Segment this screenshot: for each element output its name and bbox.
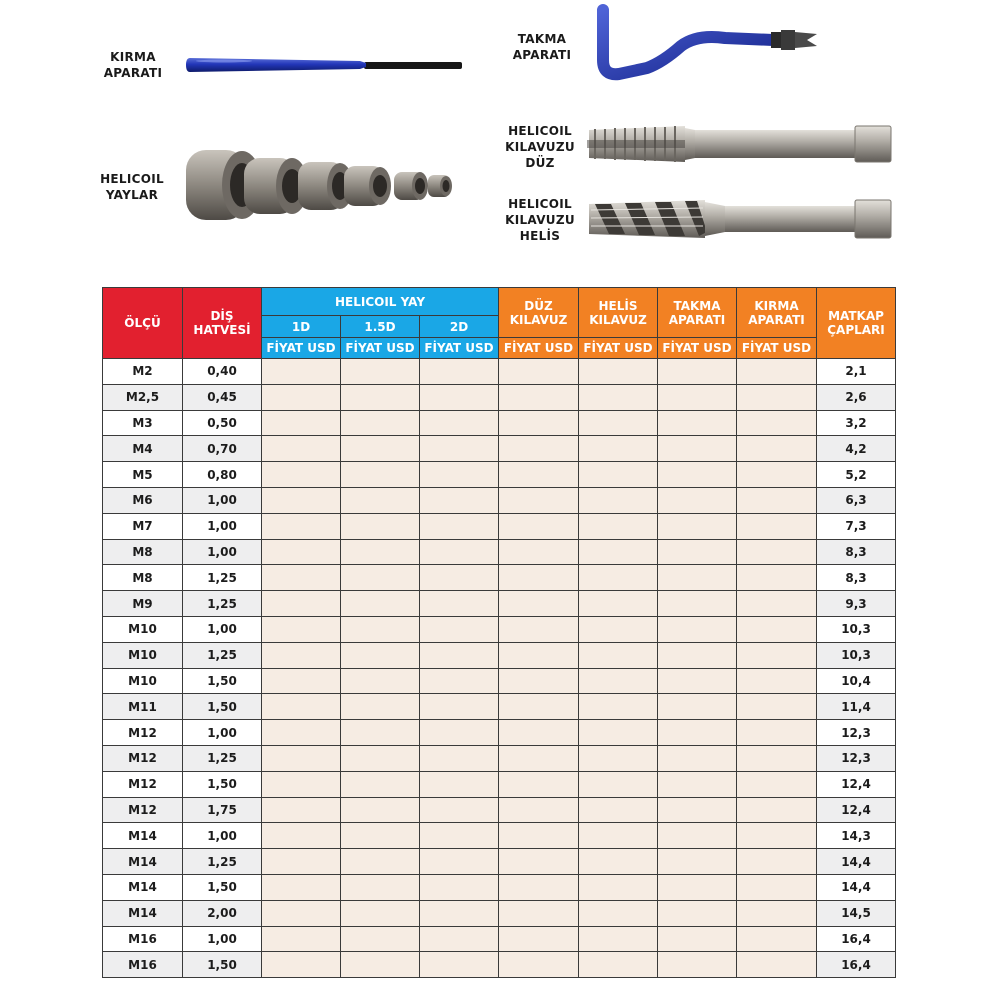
cell-fiyat: [737, 874, 817, 900]
cell-dis-hatvesi: 1,25: [183, 565, 262, 591]
table-row: [103, 591, 896, 617]
cell-fiyat: [499, 797, 579, 823]
price-table-body: [103, 359, 896, 978]
cell-fiyat: [420, 797, 499, 823]
cell-fiyat: [579, 849, 658, 875]
cell-fiyat: [579, 926, 658, 952]
cell-fiyat: [341, 797, 420, 823]
header-fiyat-usd: FİYAT USD: [579, 338, 658, 359]
cell-fiyat: [262, 642, 341, 668]
cell-fiyat: [579, 952, 658, 978]
cell-fiyat: [420, 694, 499, 720]
cell-fiyat: [262, 823, 341, 849]
table-row: [103, 849, 896, 875]
cell-fiyat: [341, 694, 420, 720]
cell-dis-hatvesi: 1,00: [183, 513, 262, 539]
cell-fiyat: [499, 384, 579, 410]
cell-fiyat: [499, 874, 579, 900]
cell-fiyat: [499, 359, 579, 385]
cell-fiyat: [737, 771, 817, 797]
table-row: [103, 565, 896, 591]
cell-fiyat: [579, 745, 658, 771]
cell-matkap-capi: 3,2: [817, 410, 896, 436]
header-duz-kilavuz: DÜZ KILAVUZ: [499, 288, 579, 338]
cell-dis-hatvesi: 1,25: [183, 745, 262, 771]
cell-fiyat: [737, 720, 817, 746]
cell-fiyat: [499, 642, 579, 668]
cell-fiyat: [262, 874, 341, 900]
table-row: [103, 487, 896, 513]
cell-olcu: M12: [103, 797, 183, 823]
cell-fiyat: [737, 436, 817, 462]
cell-fiyat: [658, 487, 737, 513]
cell-olcu: M6: [103, 487, 183, 513]
cell-fiyat: [262, 410, 341, 436]
cell-fiyat: [262, 694, 341, 720]
cell-dis-hatvesi: 1,00: [183, 926, 262, 952]
cell-fiyat: [341, 720, 420, 746]
cell-olcu: M10: [103, 668, 183, 694]
cell-fiyat: [420, 952, 499, 978]
cell-olcu: M2: [103, 359, 183, 385]
cell-fiyat: [658, 952, 737, 978]
cell-fiyat: [658, 720, 737, 746]
cell-dis-hatvesi: 1,75: [183, 797, 262, 823]
cell-fiyat: [262, 436, 341, 462]
cell-fiyat: [499, 539, 579, 565]
cell-fiyat: [262, 487, 341, 513]
cell-fiyat: [737, 745, 817, 771]
cell-matkap-capi: 12,3: [817, 720, 896, 746]
header-helis-kilavuz: HELİS KILAVUZ: [579, 288, 658, 338]
cell-fiyat: [737, 952, 817, 978]
cell-olcu: M16: [103, 952, 183, 978]
cell-fiyat: [737, 513, 817, 539]
cell-dis-hatvesi: 0,50: [183, 410, 262, 436]
cell-matkap-capi: 8,3: [817, 539, 896, 565]
label-takma-aparati: TAKMA APARATI: [512, 32, 572, 62]
cell-fiyat: [262, 513, 341, 539]
cell-olcu: M10: [103, 616, 183, 642]
cell-fiyat: [262, 359, 341, 385]
cell-fiyat: [341, 384, 420, 410]
cell-fiyat: [262, 900, 341, 926]
cell-dis-hatvesi: 1,50: [183, 952, 262, 978]
header-fiyat-usd: FİYAT USD: [499, 338, 579, 359]
header-olcu: ÖLÇÜ: [103, 288, 183, 359]
cell-matkap-capi: 10,3: [817, 642, 896, 668]
cell-fiyat: [658, 539, 737, 565]
table-row: [103, 926, 896, 952]
cell-fiyat: [737, 668, 817, 694]
cell-fiyat: [499, 926, 579, 952]
label-helicoil-yaylar: HELICOIL YAYLAR: [100, 172, 164, 202]
cell-fiyat: [262, 616, 341, 642]
cell-fiyat: [420, 384, 499, 410]
cell-fiyat: [658, 616, 737, 642]
helicoil-kilavuzu-helis-image: [585, 192, 895, 246]
cell-fiyat: [737, 694, 817, 720]
cell-matkap-capi: 4,2: [817, 436, 896, 462]
cell-olcu: M2,5: [103, 384, 183, 410]
cell-fiyat: [420, 642, 499, 668]
cell-fiyat: [341, 642, 420, 668]
cell-dis-hatvesi: 1,25: [183, 591, 262, 617]
cell-dis-hatvesi: 1,00: [183, 720, 262, 746]
cell-fiyat: [737, 384, 817, 410]
table-row: [103, 745, 896, 771]
cell-fiyat: [658, 359, 737, 385]
label-kirma-aparati: KIRMA APARATI: [103, 50, 163, 80]
cell-olcu: M8: [103, 565, 183, 591]
cell-olcu: M12: [103, 771, 183, 797]
cell-fiyat: [737, 797, 817, 823]
cell-fiyat: [579, 642, 658, 668]
cell-fiyat: [420, 359, 499, 385]
cell-fiyat: [579, 900, 658, 926]
table-row: [103, 384, 896, 410]
cell-fiyat: [262, 797, 341, 823]
header-takma-aparati: TAKMA APARATI: [658, 288, 737, 338]
cell-fiyat: [579, 720, 658, 746]
takma-aparati-image: [585, 2, 835, 86]
header-1d: 1D: [262, 316, 341, 338]
table-row: [103, 513, 896, 539]
cell-fiyat: [579, 694, 658, 720]
cell-dis-hatvesi: 1,50: [183, 668, 262, 694]
cell-fiyat: [499, 591, 579, 617]
cell-fiyat: [341, 849, 420, 875]
header-fiyat-usd: FİYAT USD: [262, 338, 341, 359]
cell-fiyat: [579, 616, 658, 642]
cell-fiyat: [499, 616, 579, 642]
cell-fiyat: [499, 771, 579, 797]
header-helicoil-yay: HELICOIL YAY: [262, 288, 499, 316]
cell-fiyat: [737, 410, 817, 436]
cell-fiyat: [420, 745, 499, 771]
cell-fiyat: [658, 513, 737, 539]
kirma-aparati-image: [184, 52, 466, 78]
cell-matkap-capi: 10,3: [817, 616, 896, 642]
cell-matkap-capi: 7,3: [817, 513, 896, 539]
cell-fiyat: [262, 539, 341, 565]
table-row: [103, 642, 896, 668]
cell-fiyat: [499, 952, 579, 978]
cell-fiyat: [579, 384, 658, 410]
cell-matkap-capi: 16,4: [817, 926, 896, 952]
cell-fiyat: [420, 771, 499, 797]
cell-fiyat: [420, 487, 499, 513]
table-row: [103, 823, 896, 849]
cell-fiyat: [341, 616, 420, 642]
cell-fiyat: [420, 823, 499, 849]
cell-fiyat: [737, 849, 817, 875]
cell-fiyat: [262, 668, 341, 694]
cell-fiyat: [262, 591, 341, 617]
cell-fiyat: [737, 487, 817, 513]
cell-matkap-capi: 12,3: [817, 745, 896, 771]
cell-matkap-capi: 6,3: [817, 487, 896, 513]
table-row: [103, 771, 896, 797]
cell-dis-hatvesi: 1,25: [183, 849, 262, 875]
cell-olcu: M16: [103, 926, 183, 952]
cell-matkap-capi: 9,3: [817, 591, 896, 617]
cell-fiyat: [499, 487, 579, 513]
header-fiyat-usd: FİYAT USD: [737, 338, 817, 359]
cell-fiyat: [499, 565, 579, 591]
cell-fiyat: [579, 565, 658, 591]
cell-fiyat: [341, 591, 420, 617]
header-1-5d: 1.5D: [341, 316, 420, 338]
cell-fiyat: [499, 436, 579, 462]
cell-olcu: M8: [103, 539, 183, 565]
cell-olcu: M14: [103, 900, 183, 926]
cell-fiyat: [420, 462, 499, 488]
header-fiyat-usd: FİYAT USD: [658, 338, 737, 359]
table-row: [103, 952, 896, 978]
cell-olcu: M3: [103, 410, 183, 436]
table-row: [103, 900, 896, 926]
cell-matkap-capi: 8,3: [817, 565, 896, 591]
cell-fiyat: [737, 565, 817, 591]
cell-fiyat: [420, 616, 499, 642]
cell-fiyat: [737, 823, 817, 849]
cell-olcu: M4: [103, 436, 183, 462]
price-table: [102, 287, 896, 978]
cell-matkap-capi: 2,1: [817, 359, 896, 385]
cell-matkap-capi: 14,4: [817, 874, 896, 900]
cell-fiyat: [579, 462, 658, 488]
cell-fiyat: [658, 823, 737, 849]
cell-fiyat: [341, 668, 420, 694]
cell-fiyat: [737, 591, 817, 617]
cell-fiyat: [658, 410, 737, 436]
cell-dis-hatvesi: 1,00: [183, 616, 262, 642]
cell-fiyat: [737, 462, 817, 488]
cell-fiyat: [658, 565, 737, 591]
cell-dis-hatvesi: 1,50: [183, 874, 262, 900]
cell-dis-hatvesi: 2,00: [183, 900, 262, 926]
label-helicoil-kilavuzu-duz: HELICOIL KILAVUZU DÜZ: [505, 124, 575, 170]
cell-dis-hatvesi: 1,25: [183, 642, 262, 668]
cell-fiyat: [420, 565, 499, 591]
cell-fiyat: [658, 745, 737, 771]
cell-fiyat: [737, 539, 817, 565]
cell-olcu: M5: [103, 462, 183, 488]
cell-fiyat: [499, 694, 579, 720]
cell-dis-hatvesi: 0,80: [183, 462, 262, 488]
cell-fiyat: [658, 900, 737, 926]
cell-olcu: M9: [103, 591, 183, 617]
cell-fiyat: [579, 771, 658, 797]
cell-dis-hatvesi: 1,50: [183, 694, 262, 720]
cell-matkap-capi: 12,4: [817, 797, 896, 823]
cell-fiyat: [420, 591, 499, 617]
cell-fiyat: [737, 359, 817, 385]
helicoil-kilavuzu-duz-image: [585, 120, 895, 168]
cell-olcu: M14: [103, 849, 183, 875]
cell-fiyat: [579, 359, 658, 385]
cell-fiyat: [658, 926, 737, 952]
header-dis-hatvesi: DİŞ HATVESİ: [183, 288, 262, 359]
cell-fiyat: [499, 462, 579, 488]
cell-fiyat: [737, 642, 817, 668]
header-fiyat-usd: FİYAT USD: [341, 338, 420, 359]
cell-fiyat: [579, 823, 658, 849]
cell-dis-hatvesi: 0,70: [183, 436, 262, 462]
cell-fiyat: [658, 642, 737, 668]
header-fiyat-usd: FİYAT USD: [420, 338, 499, 359]
cell-fiyat: [262, 849, 341, 875]
cell-fiyat: [420, 668, 499, 694]
cell-fiyat: [579, 513, 658, 539]
cell-olcu: M11: [103, 694, 183, 720]
cell-matkap-capi: 11,4: [817, 694, 896, 720]
cell-fiyat: [579, 874, 658, 900]
cell-fiyat: [420, 720, 499, 746]
cell-fiyat: [658, 436, 737, 462]
table-row: [103, 436, 896, 462]
cell-fiyat: [499, 720, 579, 746]
cell-fiyat: [420, 410, 499, 436]
cell-olcu: M7: [103, 513, 183, 539]
cell-fiyat: [499, 849, 579, 875]
header-kirma-aparati: KIRMA APARATI: [737, 288, 817, 338]
cell-fiyat: [262, 926, 341, 952]
cell-fiyat: [579, 436, 658, 462]
cell-olcu: M14: [103, 823, 183, 849]
cell-fiyat: [420, 539, 499, 565]
table-row: [103, 616, 896, 642]
cell-matkap-capi: 2,6: [817, 384, 896, 410]
cell-matkap-capi: 14,5: [817, 900, 896, 926]
cell-fiyat: [737, 926, 817, 952]
cell-dis-hatvesi: 1,00: [183, 487, 262, 513]
cell-fiyat: [341, 565, 420, 591]
cell-matkap-capi: 14,4: [817, 849, 896, 875]
cell-fiyat: [658, 694, 737, 720]
cell-matkap-capi: 16,4: [817, 952, 896, 978]
cell-fiyat: [499, 513, 579, 539]
cell-fiyat: [499, 745, 579, 771]
cell-fiyat: [658, 874, 737, 900]
table-row: [103, 359, 896, 385]
cell-fiyat: [341, 462, 420, 488]
cell-fiyat: [420, 849, 499, 875]
table-row: [103, 668, 896, 694]
cell-fiyat: [341, 359, 420, 385]
cell-dis-hatvesi: 0,45: [183, 384, 262, 410]
cell-olcu: M12: [103, 720, 183, 746]
cell-fiyat: [658, 462, 737, 488]
cell-fiyat: [658, 384, 737, 410]
cell-fiyat: [341, 745, 420, 771]
cell-fiyat: [341, 436, 420, 462]
cell-olcu: M10: [103, 642, 183, 668]
cell-fiyat: [262, 462, 341, 488]
cell-fiyat: [341, 874, 420, 900]
cell-fiyat: [341, 823, 420, 849]
cell-fiyat: [499, 668, 579, 694]
cell-dis-hatvesi: 1,00: [183, 539, 262, 565]
cell-fiyat: [658, 771, 737, 797]
header-matkap-caplari: MATKAP ÇAPLARI: [817, 288, 896, 359]
label-helicoil-kilavuzu-helis: HELICOIL KILAVUZU HELİS: [505, 197, 575, 243]
cell-fiyat: [262, 565, 341, 591]
cell-fiyat: [262, 384, 341, 410]
cell-matkap-capi: 5,2: [817, 462, 896, 488]
cell-fiyat: [658, 797, 737, 823]
helicoil-yaylar-image: [184, 136, 454, 232]
cell-fiyat: [579, 668, 658, 694]
cell-dis-hatvesi: 1,00: [183, 823, 262, 849]
cell-fiyat: [341, 487, 420, 513]
cell-dis-hatvesi: 0,40: [183, 359, 262, 385]
cell-fiyat: [579, 591, 658, 617]
table-row: [103, 539, 896, 565]
header-2d: 2D: [420, 316, 499, 338]
cell-fiyat: [262, 720, 341, 746]
cell-fiyat: [341, 410, 420, 436]
cell-fiyat: [262, 771, 341, 797]
table-row: [103, 797, 896, 823]
cell-fiyat: [341, 771, 420, 797]
cell-matkap-capi: 12,4: [817, 771, 896, 797]
cell-fiyat: [499, 900, 579, 926]
table-row: [103, 410, 896, 436]
cell-olcu: M12: [103, 745, 183, 771]
table-row: [103, 874, 896, 900]
cell-fiyat: [579, 797, 658, 823]
cell-fiyat: [420, 900, 499, 926]
cell-fiyat: [262, 745, 341, 771]
cell-dis-hatvesi: 1,50: [183, 771, 262, 797]
cell-fiyat: [420, 436, 499, 462]
cell-fiyat: [499, 823, 579, 849]
cell-fiyat: [420, 926, 499, 952]
cell-fiyat: [420, 513, 499, 539]
cell-olcu: M14: [103, 874, 183, 900]
cell-fiyat: [341, 900, 420, 926]
cell-matkap-capi: 14,3: [817, 823, 896, 849]
cell-fiyat: [341, 513, 420, 539]
cell-fiyat: [499, 410, 579, 436]
table-row: [103, 462, 896, 488]
cell-fiyat: [420, 874, 499, 900]
cell-fiyat: [262, 952, 341, 978]
cell-fiyat: [341, 539, 420, 565]
cell-fiyat: [737, 900, 817, 926]
cell-fiyat: [579, 410, 658, 436]
cell-fiyat: [341, 952, 420, 978]
cell-fiyat: [658, 668, 737, 694]
cell-fiyat: [658, 591, 737, 617]
cell-fiyat: [737, 616, 817, 642]
table-row: [103, 720, 896, 746]
cell-fiyat: [341, 926, 420, 952]
cell-fiyat: [658, 849, 737, 875]
table-row: [103, 694, 896, 720]
cell-fiyat: [579, 487, 658, 513]
cell-fiyat: [579, 539, 658, 565]
cell-matkap-capi: 10,4: [817, 668, 896, 694]
